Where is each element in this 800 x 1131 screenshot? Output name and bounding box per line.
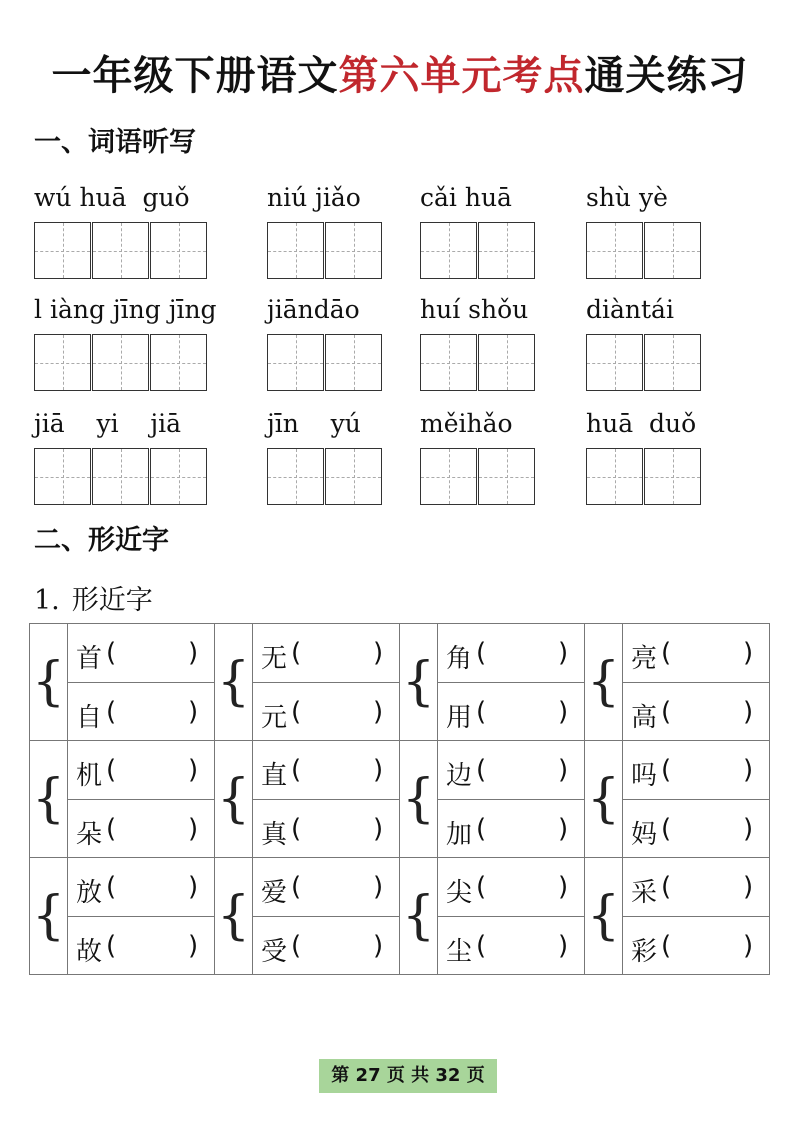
tianzige-writing-box[interactable]	[325, 222, 382, 279]
character: 吗	[631, 761, 658, 791]
writing-boxes	[267, 334, 383, 391]
brace-symbol: {	[30, 741, 68, 858]
character-pair	[623, 858, 770, 975]
pinyin-label: huí shǒu	[420, 295, 529, 324]
tianzige-writing-box[interactable]	[150, 222, 207, 279]
character: 真	[261, 820, 288, 850]
open-paren: (	[661, 697, 672, 727]
character-entry[interactable]	[623, 799, 769, 857]
tianzige-writing-box[interactable]	[644, 334, 701, 391]
close-paren: )	[743, 638, 754, 668]
character-entry[interactable]	[438, 799, 584, 857]
character: 用	[446, 703, 473, 733]
character: 高	[631, 703, 658, 733]
writing-boxes	[420, 222, 536, 279]
character: 首	[76, 644, 103, 674]
tianzige-writing-box[interactable]	[420, 222, 477, 279]
brace-symbol: {	[400, 624, 438, 741]
character-entry[interactable]	[253, 916, 399, 974]
pinyin-label: jiāndāo	[267, 295, 360, 324]
tianzige-writing-box[interactable]	[325, 334, 382, 391]
tianzige-writing-box[interactable]	[34, 448, 91, 505]
character: 妈	[631, 820, 658, 850]
close-paren: )	[188, 814, 199, 844]
character-pair	[623, 624, 770, 741]
open-paren: (	[106, 697, 117, 727]
close-paren: )	[743, 697, 754, 727]
pinyin-label: měihǎo	[420, 409, 513, 438]
character-entry[interactable]	[438, 741, 584, 799]
character-pair	[68, 741, 215, 858]
pinyin-label: cǎi huā	[420, 183, 512, 212]
character-entry[interactable]	[253, 624, 399, 682]
pinyin-label: huā duǒ	[586, 409, 697, 438]
character: 边	[446, 761, 473, 791]
open-paren: (	[106, 814, 117, 844]
character-pair	[253, 624, 400, 741]
character-pair	[68, 858, 215, 975]
pinyin-label: shù yè	[586, 183, 668, 212]
character: 加	[446, 820, 473, 850]
writing-boxes	[586, 334, 702, 391]
character-entry[interactable]	[623, 624, 769, 682]
character-entry[interactable]	[438, 682, 584, 740]
close-paren: )	[373, 697, 384, 727]
character-entry[interactable]	[623, 741, 769, 799]
open-paren: (	[106, 755, 117, 785]
character-entry[interactable]	[253, 682, 399, 740]
tianzige-writing-box[interactable]	[325, 448, 382, 505]
close-paren: )	[373, 931, 384, 961]
close-paren: )	[188, 638, 199, 668]
open-paren: (	[661, 755, 672, 785]
close-paren: )	[743, 755, 754, 785]
similar-characters-table	[29, 623, 770, 975]
brace-symbol: {	[585, 858, 623, 975]
character: 彩	[631, 937, 658, 967]
close-paren: )	[743, 872, 754, 902]
open-paren: (	[291, 814, 302, 844]
open-paren: (	[476, 872, 487, 902]
tianzige-writing-box[interactable]	[150, 334, 207, 391]
writing-boxes	[420, 334, 536, 391]
writing-boxes	[420, 448, 536, 505]
writing-boxes	[267, 222, 383, 279]
brace-symbol: {	[400, 858, 438, 975]
tianzige-writing-box[interactable]	[644, 222, 701, 279]
brace-symbol: {	[400, 741, 438, 858]
close-paren: )	[188, 931, 199, 961]
open-paren: (	[291, 931, 302, 961]
character-entry[interactable]	[68, 682, 214, 740]
writing-boxes	[586, 222, 702, 279]
close-paren: )	[743, 931, 754, 961]
character-pair	[68, 624, 215, 741]
similar-characters-row	[30, 741, 770, 858]
character: 机	[76, 761, 103, 791]
tianzige-writing-box[interactable]	[420, 334, 477, 391]
character: 朵	[76, 820, 103, 850]
character: 角	[446, 644, 473, 674]
open-paren: (	[291, 872, 302, 902]
similar-characters-row	[30, 858, 770, 975]
close-paren: )	[743, 814, 754, 844]
character: 受	[261, 937, 288, 967]
character: 爱	[261, 878, 288, 908]
brace-symbol: {	[585, 624, 623, 741]
open-paren: (	[476, 814, 487, 844]
brace-symbol: {	[585, 741, 623, 858]
tianzige-writing-box[interactable]	[267, 448, 324, 505]
open-paren: (	[291, 638, 302, 668]
close-paren: )	[558, 697, 569, 727]
tianzige-writing-box[interactable]	[586, 334, 643, 391]
open-paren: (	[106, 638, 117, 668]
close-paren: )	[558, 872, 569, 902]
title-part-1: 一年级下册语文	[51, 53, 339, 99]
writing-boxes	[267, 448, 383, 505]
character-pair	[253, 858, 400, 975]
close-paren: )	[188, 872, 199, 902]
pinyin-label: jiā yi jiā	[34, 409, 181, 438]
writing-boxes	[34, 222, 208, 279]
character-entry[interactable]	[253, 741, 399, 799]
pinyin-label: diàntái	[586, 295, 674, 324]
close-paren: )	[558, 755, 569, 785]
character: 尖	[446, 878, 473, 908]
tianzige-writing-box[interactable]	[478, 334, 535, 391]
character-pair	[438, 624, 585, 741]
pinyin-label: wú huā guǒ	[34, 183, 190, 212]
character-entry[interactable]	[623, 858, 769, 916]
close-paren: )	[558, 814, 569, 844]
character: 采	[631, 878, 658, 908]
close-paren: )	[188, 755, 199, 785]
writing-boxes	[586, 448, 702, 505]
pinyin-label: jīn yú	[267, 409, 361, 438]
close-paren: )	[188, 697, 199, 727]
character: 无	[261, 644, 288, 674]
character-entry[interactable]	[68, 624, 214, 682]
open-paren: (	[291, 697, 302, 727]
subsection-label: 形近字	[71, 585, 153, 616]
open-paren: (	[106, 931, 117, 961]
open-paren: (	[476, 931, 487, 961]
tianzige-writing-box[interactable]	[644, 448, 701, 505]
brace-symbol: {	[30, 624, 68, 741]
close-paren: )	[373, 638, 384, 668]
tianzige-writing-box[interactable]	[92, 334, 149, 391]
subsection-heading	[34, 578, 153, 617]
open-paren: (	[476, 638, 487, 668]
open-paren: (	[291, 755, 302, 785]
open-paren: (	[661, 872, 672, 902]
brace-symbol: {	[215, 741, 253, 858]
tianzige-writing-box[interactable]	[34, 334, 91, 391]
pinyin-label: niú jiǎo	[267, 183, 361, 212]
similar-characters-row	[30, 624, 770, 741]
tianzige-writing-box[interactable]	[586, 448, 643, 505]
character-entry[interactable]	[253, 799, 399, 857]
character-pair	[623, 741, 770, 858]
brace-symbol: {	[30, 858, 68, 975]
tianzige-writing-box[interactable]	[478, 222, 535, 279]
character-entry[interactable]	[68, 799, 214, 857]
close-paren: )	[373, 814, 384, 844]
open-paren: (	[476, 755, 487, 785]
subsection-number: 1.	[34, 585, 60, 616]
page-number-footer: 第 27 页 共 32 页	[319, 1059, 497, 1093]
character-entry[interactable]	[438, 624, 584, 682]
section-heading-dictation: 一、词语听写	[34, 127, 196, 158]
writing-boxes	[34, 334, 208, 391]
character-pair	[438, 858, 585, 975]
character: 元	[261, 703, 288, 733]
character-entry[interactable]	[438, 916, 584, 974]
close-paren: )	[558, 638, 569, 668]
title-part-2-highlight: 第六单元考点	[338, 53, 585, 99]
open-paren: (	[661, 814, 672, 844]
tianzige-writing-box[interactable]	[150, 448, 207, 505]
character: 直	[261, 761, 288, 791]
character: 尘	[446, 937, 473, 967]
character-entry[interactable]	[623, 682, 769, 740]
tianzige-writing-box[interactable]	[34, 222, 91, 279]
close-paren: )	[558, 931, 569, 961]
tianzige-writing-box[interactable]	[478, 448, 535, 505]
character: 亮	[631, 644, 658, 674]
open-paren: (	[661, 931, 672, 961]
character: 放	[76, 878, 103, 908]
tianzige-writing-box[interactable]	[267, 222, 324, 279]
writing-boxes	[34, 448, 208, 505]
tianzige-writing-box[interactable]	[267, 334, 324, 391]
open-paren: (	[661, 638, 672, 668]
close-paren: )	[373, 872, 384, 902]
title-part-3: 通关练习	[584, 53, 749, 99]
character: 自	[76, 703, 103, 733]
page-title	[0, 44, 800, 101]
character-entry[interactable]	[623, 916, 769, 974]
character-entry[interactable]	[68, 916, 214, 974]
pinyin-label: l iàng jīng jīng	[34, 295, 217, 324]
character-entry[interactable]	[253, 858, 399, 916]
tianzige-writing-box[interactable]	[586, 222, 643, 279]
character-entry[interactable]	[68, 741, 214, 799]
open-paren: (	[106, 872, 117, 902]
close-paren: )	[373, 755, 384, 785]
character-pair	[253, 741, 400, 858]
character-pair	[438, 741, 585, 858]
brace-symbol: {	[215, 624, 253, 741]
character-entry[interactable]	[68, 858, 214, 916]
character: 故	[76, 937, 103, 967]
section-heading-similar-characters: 二、形近字	[34, 525, 169, 556]
tianzige-writing-box[interactable]	[420, 448, 477, 505]
character-entry[interactable]	[438, 858, 584, 916]
open-paren: (	[476, 697, 487, 727]
tianzige-writing-box[interactable]	[92, 222, 149, 279]
brace-symbol: {	[215, 858, 253, 975]
tianzige-writing-box[interactable]	[92, 448, 149, 505]
